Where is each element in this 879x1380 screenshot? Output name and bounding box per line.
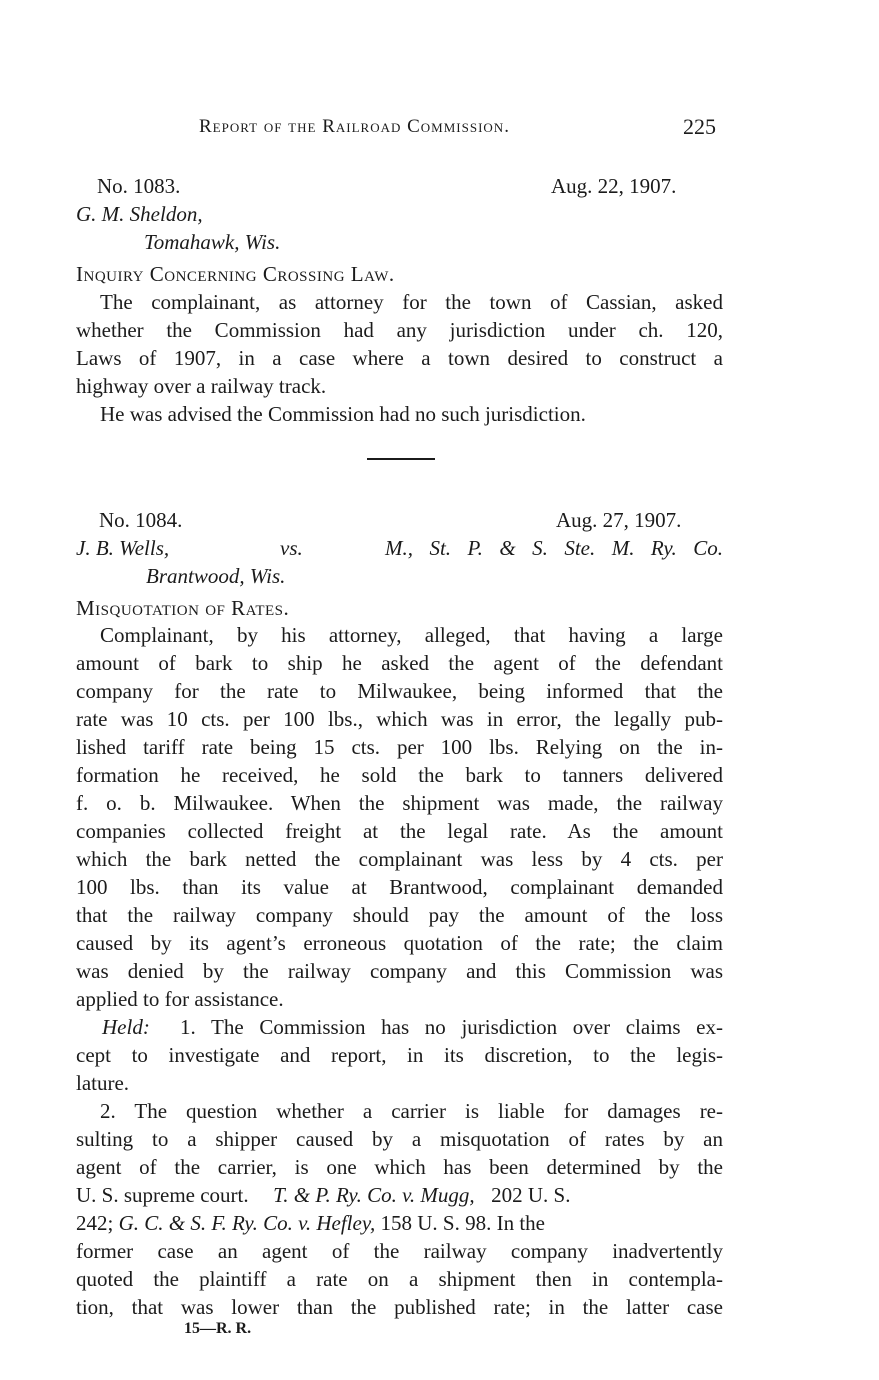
case-party: G. M. Sheldon, (76, 202, 203, 226)
case-location: Brantwood, Wis. (146, 564, 286, 588)
citation-text: U. S. supreme court. (76, 1183, 249, 1207)
paragraph-line: Complainant, by his attorney, alleged, that having a large (100, 623, 723, 647)
paragraph-line: 100 lbs. than its value at Brantwood, complainant demanded (76, 875, 723, 899)
case-versus: vs. (280, 536, 303, 560)
case-number: No. 1084. (99, 508, 183, 532)
case-date: Aug. 27, 1907. (556, 508, 682, 532)
running-head: Report of the Railroad Commission. (199, 116, 510, 137)
paragraph-line: lature. (76, 1071, 130, 1095)
held-label: Held: (102, 1015, 150, 1039)
paragraph-line: f. o. b. Milwaukee. When the shipment was made, the railway (76, 791, 723, 815)
citation-reporter: 242; (76, 1211, 114, 1235)
paragraph-line: tion, that was lower than the published rate; in the latter case (76, 1295, 723, 1319)
case-number: No. 1083. (97, 174, 181, 198)
paragraph-line: former case an agent of the railway company inadvertently (76, 1239, 723, 1263)
paragraph-line: rate was 10 cts. per 100 lbs., which was in error, the legally pub- (76, 707, 723, 731)
case-heading: Inquiry Concerning Crossing Law. (76, 262, 395, 286)
citation-reporter: 202 U. S. (491, 1183, 571, 1207)
paragraph-line: cept to investigate and report, in its discretion, to the legis- (76, 1043, 723, 1067)
paragraph-line: lished tariff rate being 15 cts. per 100 lbs. Relying on the in- (76, 735, 723, 759)
paragraph-line: 2. The question whether a carrier is liable for damages re- (100, 1099, 723, 1123)
citation-line (76, 1209, 723, 1237)
case-citation: G. C. & S. F. Ry. Co. v. Hefley, (118, 1211, 376, 1235)
paragraph-line: He was advised the Commission had no such jurisdiction. (100, 402, 586, 426)
paragraph-line: The complainant, as attorney for the town of Cassian, asked (100, 290, 723, 314)
case-date: Aug. 22, 1907. (551, 174, 677, 198)
paragraph-line: agent of the carrier, is one which has been determined by the (76, 1155, 723, 1179)
case-heading: Misquotation of Rates. (76, 596, 290, 620)
case-citation: T. & P. Ry. Co. v. Mugg, (273, 1183, 475, 1207)
paragraph-line: Laws of 1907, in a case where a town desired to construct a (76, 346, 723, 370)
citation-line (76, 1181, 723, 1209)
case-location: Tomahawk, Wis. (144, 230, 281, 254)
section-divider (367, 458, 435, 460)
paragraph-line: which the bark netted the complainant was less by 4 cts. per (76, 847, 723, 871)
paragraph-line: caused by its agent’s erroneous quotation of the rate; the claim (76, 931, 723, 955)
signature-mark: 15—R. R. (184, 1320, 252, 1337)
paragraph-line: whether the Commission had any jurisdiction under ch. 120, (76, 318, 723, 342)
paragraph-line: quoted the plaintiff a rate on a shipment then in contempla- (76, 1267, 723, 1291)
paragraph-line: was denied by the railway company and this Commission was (76, 959, 723, 983)
citation-reporter: 158 U. S. 98. In the (380, 1211, 545, 1235)
paragraph-line: formation he received, he sold the bark to tanners delivered (76, 763, 723, 787)
paragraph-line: 1. The Commission has no jurisdiction over claims ex- (180, 1015, 723, 1039)
page-number: 225 (683, 114, 716, 139)
paragraph-line: company for the rate to Milwaukee, being informed that the (76, 679, 723, 703)
paragraph-line: companies collected freight at the legal rate. As the amount (76, 819, 723, 843)
paragraph-line: applied to for assistance. (76, 987, 284, 1011)
paragraph-line: that the railway company should pay the amount of the loss (76, 903, 723, 927)
paragraph-line: highway over a railway track. (76, 374, 327, 398)
case-defendant: M., St. P. & S. Ste. M. Ry. Co. (385, 536, 723, 560)
case-party: J. B. Wells, (76, 536, 170, 560)
paragraph-line: amount of bark to ship he asked the agent of the defendant (76, 651, 723, 675)
paragraph-line: sulting to a shipper caused by a misquotation of rates by an (76, 1127, 723, 1151)
